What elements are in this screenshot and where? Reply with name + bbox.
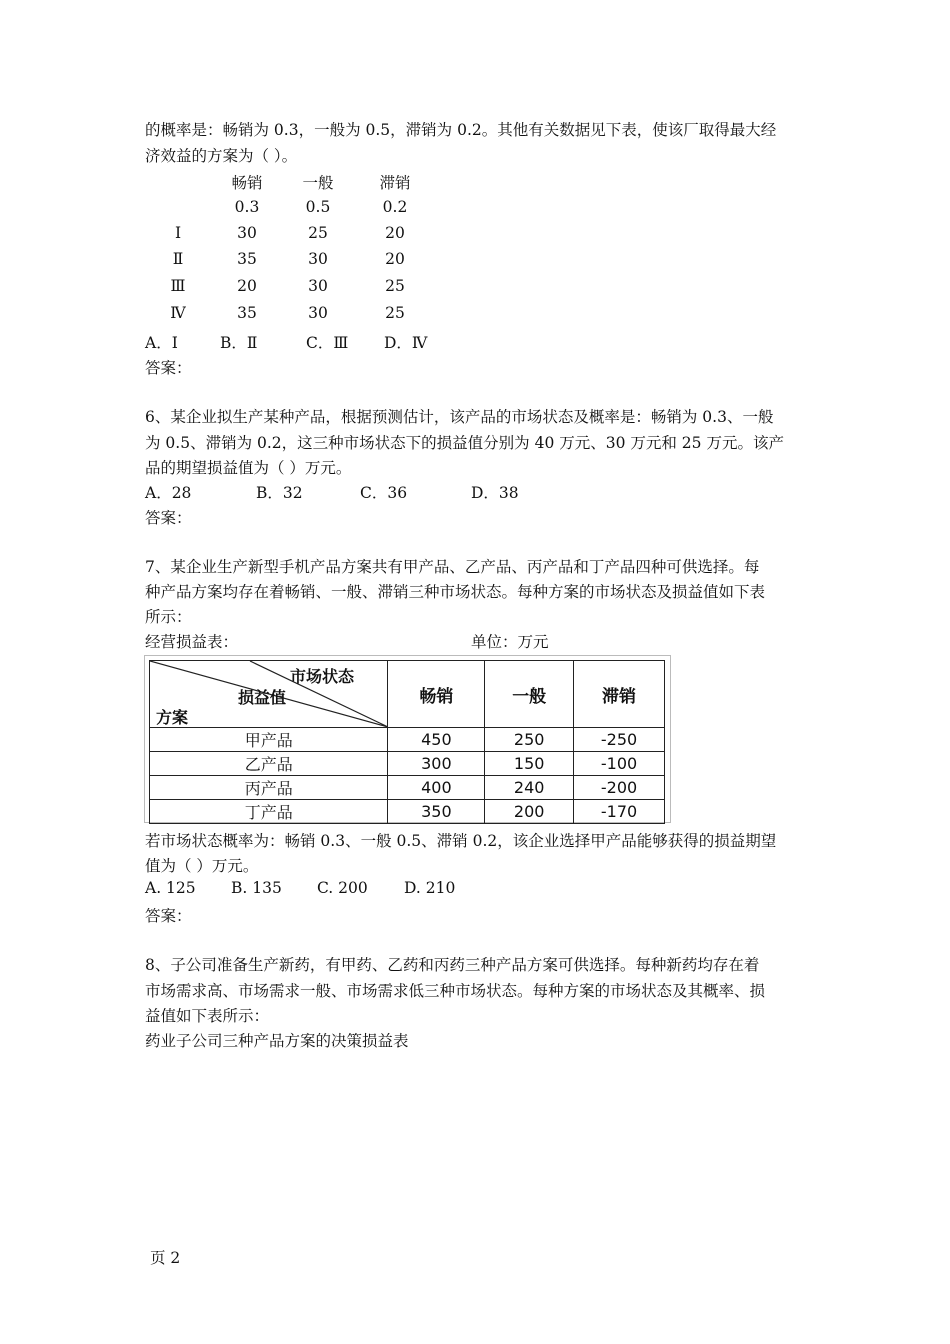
table1-row-label: Ⅲ (170, 277, 186, 295)
col-header-normal: 一般 (485, 661, 574, 728)
q7-after-line-2: 值为（ ）万元。 (145, 857, 259, 875)
row-name: 丙产品 (150, 776, 388, 800)
row-value: -250 (574, 728, 665, 752)
q7-option-a: A. 125 (145, 879, 196, 897)
q7-line-2: 种产品方案均存在着畅销、一般、滞销三种市场状态。每种方案的市场状态及损益值如下表 (145, 583, 766, 601)
table1-header: 畅销 (231, 174, 263, 192)
table1-header: 滞销 (379, 174, 411, 192)
table1-header: 一般 (302, 174, 334, 192)
row-value: 200 (485, 800, 574, 824)
diag-profit-value: 损益值 (238, 688, 287, 707)
col-header-slow: 滞销 (574, 661, 665, 728)
q8-line-2: 市场需求高、市场需求一般、市场需求低三种市场状态。每种方案的市场状态及其概率、损 (145, 982, 766, 1000)
table1-row-label: Ⅰ (174, 224, 182, 242)
profit-loss-grid (149, 660, 665, 824)
q7-option-c: C. 200 (317, 879, 368, 897)
q6-answer-label: 答案： (145, 509, 192, 527)
intro-line-1: 的概率是：畅销为 0.3，一般为 0.5，滞销为 0.2。其他有关数据见下表，使该厂取得最大经 (145, 121, 777, 139)
table1-cell: 20 (385, 250, 405, 268)
table1-cell: 25 (385, 277, 405, 295)
table1-cell: 20 (237, 277, 257, 295)
row-value: 240 (485, 776, 574, 800)
q6-option-d: D．38 (471, 484, 519, 502)
q6-option-c: C．36 (360, 484, 408, 502)
row-value: 350 (388, 800, 485, 824)
q6-line-2: 为 0.5、滞销为 0.2，这三种市场状态下的损益值分别为 40 万元、30 万元和 25 万元。该产 (145, 434, 784, 452)
table1-row-label: Ⅱ (172, 250, 184, 268)
q6-line-1: 6、某企业拟生产某种产品，根据预测估计，该产品的市场状态及概率是：畅销为 0.3、一般 (145, 408, 774, 426)
q7-table-unit: 单位：万元 (471, 633, 549, 651)
q5-option-c: C．Ⅲ (306, 334, 349, 352)
table1-prob: 0.3 (234, 198, 260, 216)
table1-cell: 30 (308, 277, 328, 295)
q6-option-b: B．32 (256, 484, 303, 502)
row-value: 300 (388, 752, 485, 776)
col-header-bestseller: 畅销 (388, 661, 485, 728)
q7-after-line-1: 若市场状态概率为：畅销 0.3、一般 0.5、滞销 0.2，该企业选择甲产品能够获得的损益期望 (145, 832, 777, 850)
row-value: 400 (388, 776, 485, 800)
page-number: 页 2 (150, 1249, 181, 1267)
row-name: 甲产品 (150, 728, 388, 752)
intro-line-2: 济效益的方案为（ ）。 (145, 147, 298, 165)
row-value: -100 (574, 752, 665, 776)
table1-cell: 25 (308, 224, 328, 242)
table-row (150, 728, 665, 752)
table-row (150, 800, 665, 824)
q5-answer-label: 答案： (145, 359, 192, 377)
table1-cell: 20 (385, 224, 405, 242)
q8-line-1: 8、子公司准备生产新药，有甲药、乙药和丙药三种产品方案可供选择。每种新药均存在着 (145, 956, 760, 974)
q5-option-b: B．Ⅱ (220, 334, 258, 352)
row-value: 450 (388, 728, 485, 752)
q7-table-caption: 经营损益表： (145, 633, 239, 651)
row-value: 150 (485, 752, 574, 776)
q6-line-3: 品的期望损益值为（ ）万元。 (145, 459, 352, 477)
q8-line-3: 益值如下表所示： (145, 1007, 270, 1025)
q7-option-d: D. 210 (404, 879, 456, 897)
q7-line-3: 所示： (145, 608, 192, 626)
row-name: 丁产品 (150, 800, 388, 824)
row-name: 乙产品 (150, 752, 388, 776)
table1-cell: 30 (308, 304, 328, 322)
row-value: 250 (485, 728, 574, 752)
q5-option-d: D．Ⅳ (384, 334, 428, 352)
q7-option-b: B. 135 (231, 879, 282, 897)
profit-loss-table (144, 655, 671, 823)
q6-option-a: A．28 (145, 484, 192, 502)
table1-cell: 35 (237, 250, 257, 268)
table1-prob: 0.2 (382, 198, 408, 216)
q8-table-title: 药业子公司三种产品方案的决策损益表 (145, 1032, 409, 1050)
table1-cell: 35 (237, 304, 257, 322)
table1-cell: 25 (385, 304, 405, 322)
table1-cell: 30 (308, 250, 328, 268)
diagonal-header-cell (150, 661, 388, 728)
table-row (150, 752, 665, 776)
q7-line-1: 7、某企业生产新型手机产品方案共有甲产品、乙产品、丙产品和丁产品四种可供选择。每 (145, 558, 760, 576)
diag-market-state: 市场状态 (290, 667, 355, 686)
diag-plan: 方案 (156, 708, 189, 727)
row-value: -170 (574, 800, 665, 824)
row-value: -200 (574, 776, 665, 800)
q7-answer-label: 答案： (145, 907, 192, 925)
table1-cell: 30 (237, 224, 257, 242)
table1-prob: 0.5 (305, 198, 331, 216)
table-row (150, 776, 665, 800)
table1-row-label: Ⅳ (170, 304, 186, 322)
q5-option-a: A．Ⅰ (145, 334, 178, 352)
